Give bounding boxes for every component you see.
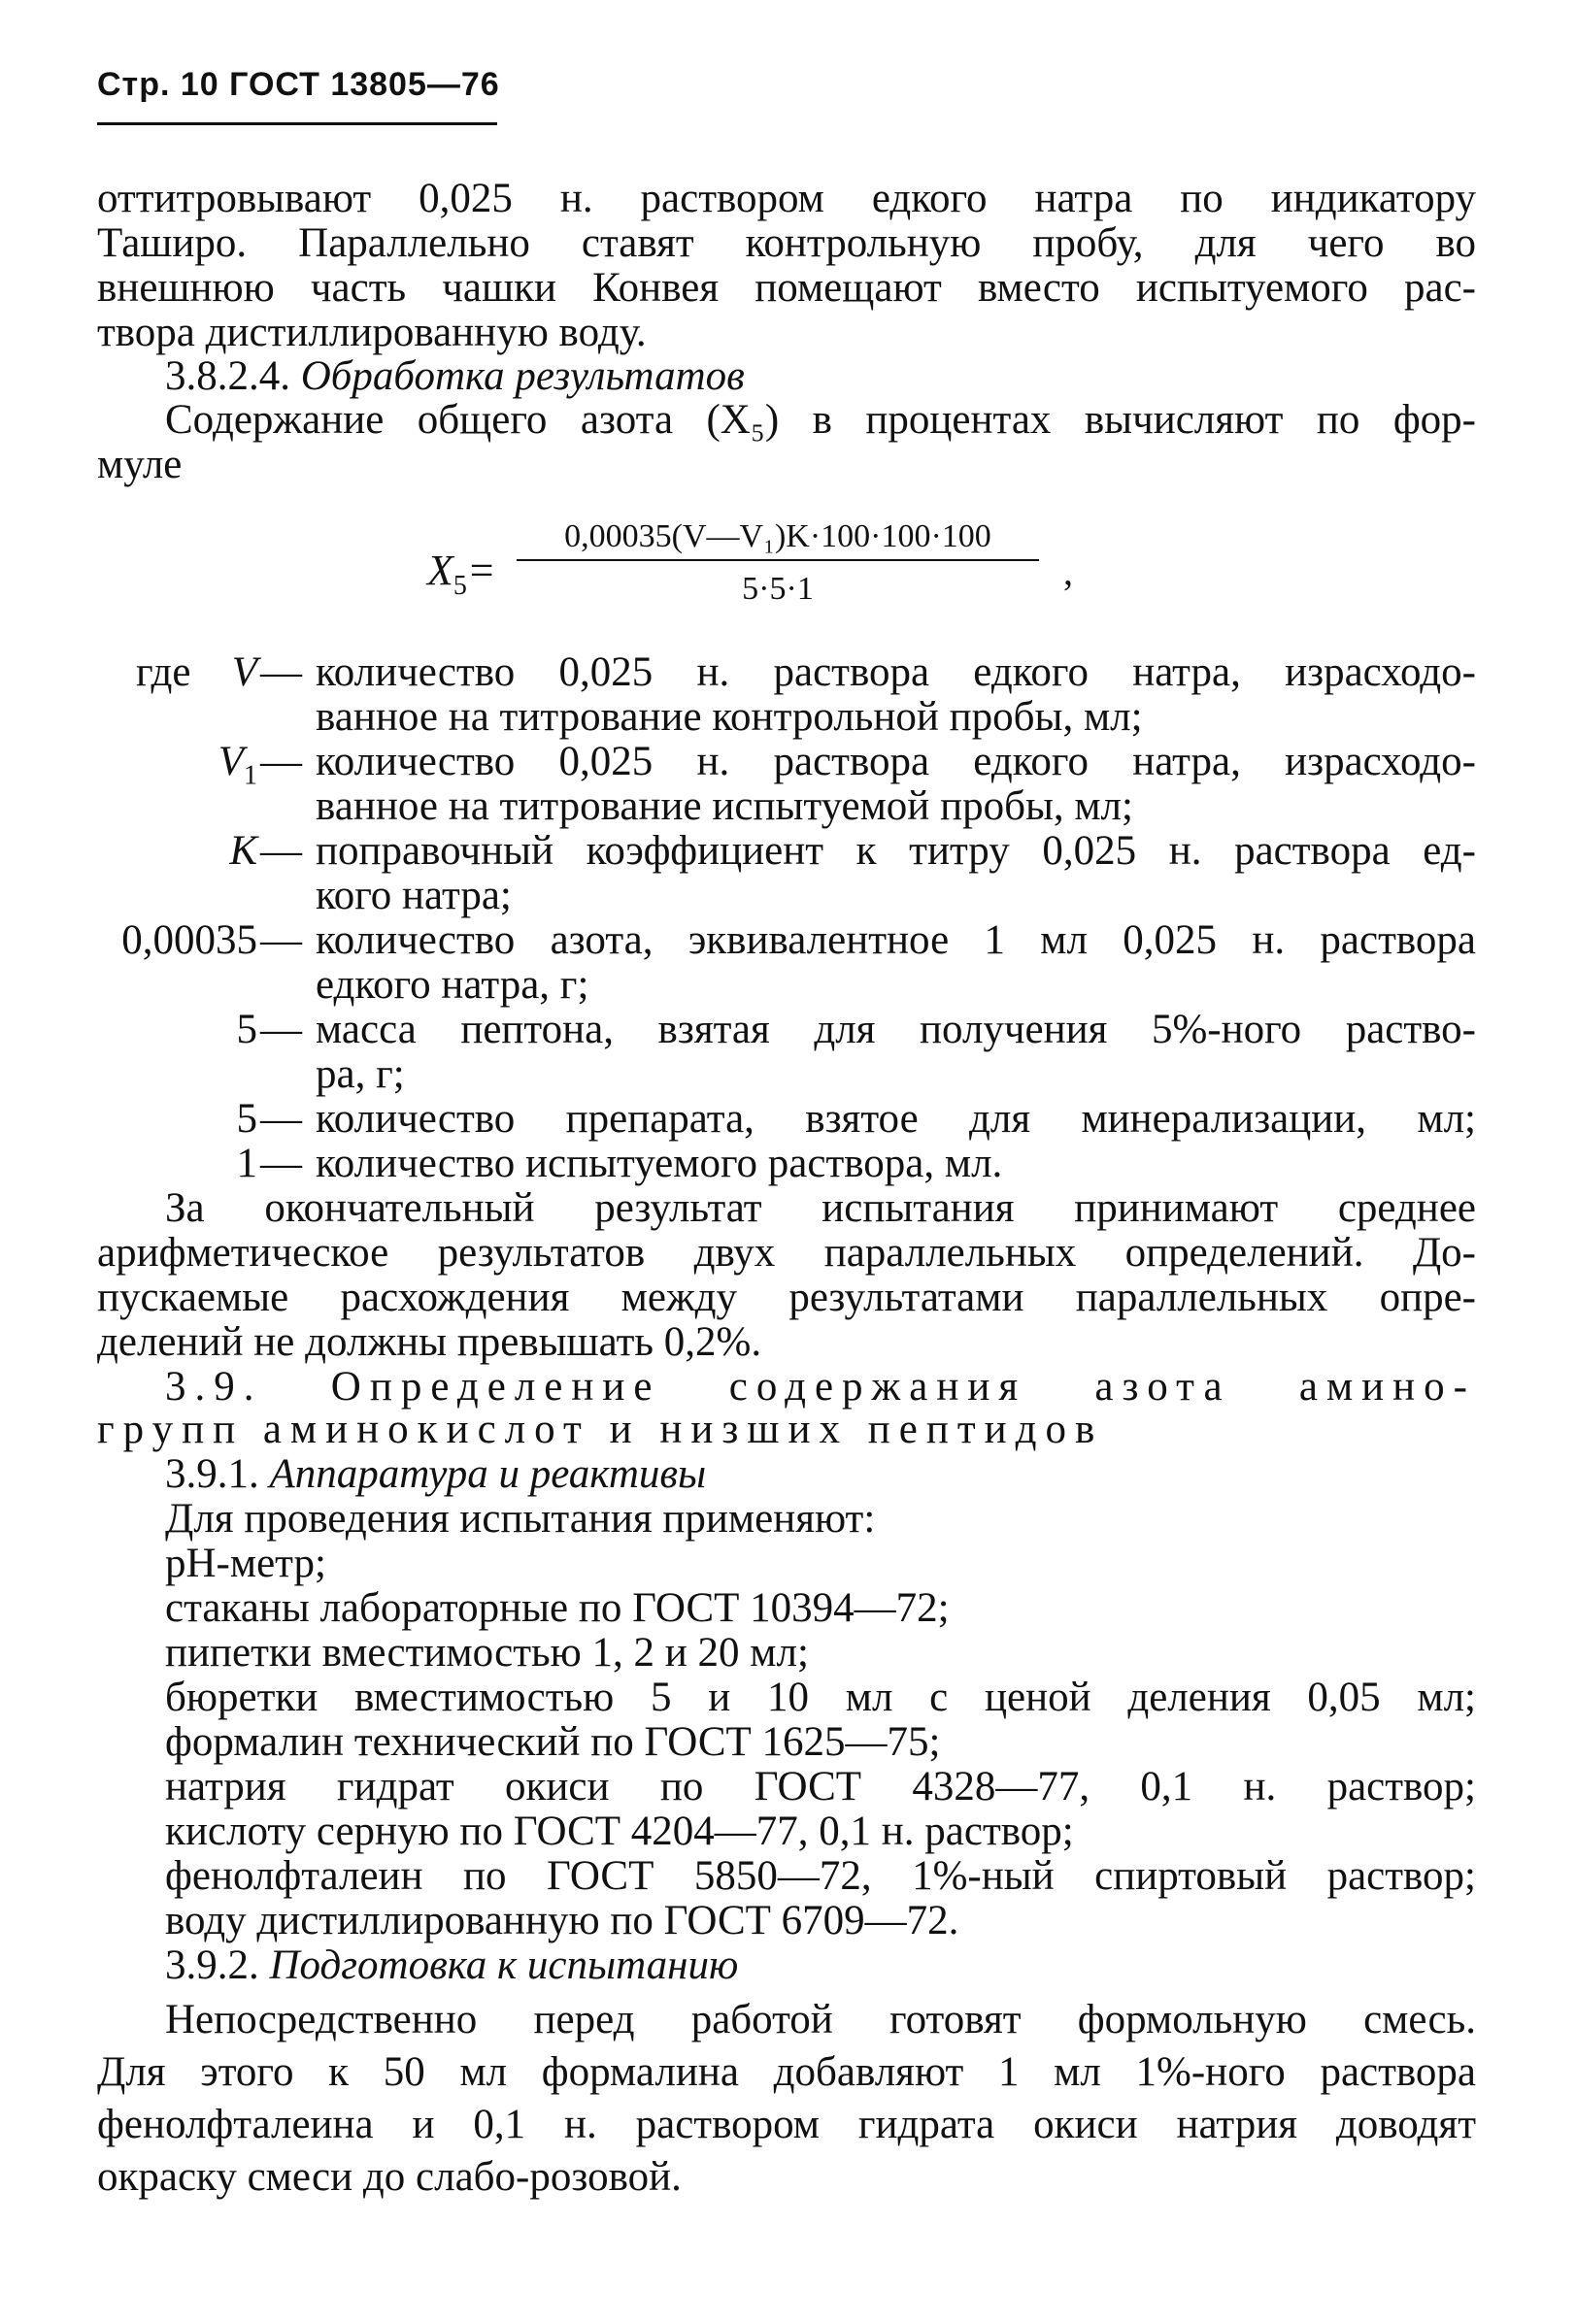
result-line: пускаемые расхождения между результатами параллельных опре-: [97, 1275, 1476, 1320]
definition-text: поправочный коэффициент к титру 0,025 н. раствора ед-: [316, 828, 1476, 874]
formula-lhs: $X_5=$: [427, 547, 496, 601]
apparatus-intro: Для проведения испытания применяют:: [165, 1496, 876, 1542]
definition-dash: —: [260, 1007, 302, 1052]
intro-line: внешнюю часть чашки Конвея помещают вместо испытуемого рас-: [97, 265, 1476, 311]
definition-symbol: 0,00035: [121, 917, 257, 963]
intro-line: твора дистиллированную воду.: [97, 310, 647, 355]
intro-line: Таширо. Параллельно ставят контрольную пробу, для чего во: [97, 220, 1476, 266]
intro-line: оттитровывают 0,025 н. раствором едкого натра по индикатору: [97, 176, 1476, 221]
prep-line: Для этого к 50 мл формалина добавляют 1 мл 1%-ного раствора: [97, 2049, 1476, 2095]
result-line: арифметическое результатов двух параллельных определений. До-: [97, 1230, 1476, 1276]
definition-text: количество препарата, взятое для минерализации, мл;: [316, 1096, 1476, 1142]
apparatus-item: фенолфталеин по ГОСТ 5850—72, 1%-ный спиртовый раствор;: [165, 1853, 1476, 1899]
header-rule: [97, 122, 497, 125]
definition-symbol: 5: [236, 1096, 257, 1142]
definition-text: количество испытуемого раствора, мл.: [316, 1141, 1003, 1186]
section-heading-39: 3.9. Определение содержания азота амино-: [165, 1364, 1476, 1410]
definition-text: количество 0,025 н. раствора едкого натра, израсходо-: [316, 649, 1476, 695]
definition-symbol: K: [229, 828, 257, 874]
result-line: делений не должны превышать 0,2%.: [97, 1319, 762, 1365]
definition-dash: —: [260, 917, 302, 963]
apparatus-item: рН-метр;: [165, 1541, 326, 1586]
definition-text: ванное на титрование испытуемой пробы, мл;: [316, 783, 1133, 829]
apparatus-item: натрия гидрат окиси по ГОСТ 4328—77, 0,1 н. раствор;: [165, 1764, 1476, 1809]
apparatus-item: пипетки вместимостью 1, 2 и 20 мл;: [165, 1630, 809, 1676]
definition-dash: —: [260, 649, 302, 695]
apparatus-item: стаканы лабораторные по ГОСТ 10394—72;: [165, 1585, 950, 1631]
definition-text: масса пептона, взятая для получения 5%-ного раство-: [316, 1007, 1476, 1052]
apparatus-item: формалин технический по ГОСТ 1625—75;: [165, 1719, 941, 1765]
content-line: муле: [97, 442, 183, 487]
section-title: Обработка результатов: [300, 353, 745, 399]
definition-dash: —: [260, 828, 302, 874]
section-number: 3.9.2.: [165, 1942, 259, 1988]
definition-symbol: 1: [236, 1141, 257, 1186]
formula: [427, 515, 1107, 621]
section-title: Аппаратура и реактивы: [269, 1451, 707, 1497]
where-word: где: [136, 649, 191, 695]
section-title: Подготовка к испытанию: [269, 1942, 739, 1988]
formula-comma: ,: [1063, 549, 1073, 593]
apparatus-item: кислоту серную по ГОСТ 4204—77, 0,1 н. раствор;: [165, 1809, 1074, 1854]
definition-text: ра, г;: [316, 1051, 405, 1097]
apparatus-item: бюретки вместимостью 5 и 10 мл с ценой деления 0,05 мл;: [165, 1675, 1476, 1720]
prep-line: Непосредственно перед работой готовят формольную смесь.: [165, 1997, 1476, 2042]
definition-dash: —: [260, 1096, 302, 1142]
definition-text: количество азота, эквивалентное 1 мл 0,025 н. раствора: [316, 917, 1476, 963]
section-heading-391: [165, 1452, 706, 1497]
apparatus-item: воду дистиллированную по ГОСТ 6709—72.: [165, 1898, 959, 1943]
definition-dash: —: [260, 739, 302, 784]
definition-symbol: 5: [236, 1007, 257, 1052]
definition-symbol: V: [231, 649, 257, 695]
formula-equals: =: [466, 547, 496, 594]
content-line: Содержание общего азота (X₅) в процентах вычисляют по фор-: [165, 397, 1476, 443]
formula-numerator: 0,00035(V—V₁)K·100·100·100: [564, 518, 991, 554]
formula-denominator: 5·5·1: [742, 571, 814, 607]
definition-symbol: $V_1$: [218, 739, 257, 791]
section-heading-39-cont: групп аминокислот и низших пептидов: [97, 1407, 1104, 1452]
section-heading-3824: [165, 354, 745, 399]
section-heading-392: [165, 1943, 738, 1988]
definition-text: едкого натра, г;: [316, 962, 589, 1008]
page-header: Стр. 10 ГОСТ 13805—76: [97, 66, 500, 103]
prep-line: фенолфталеина и 0,1 н. раствором гидрата окиси натрия доводят: [97, 2102, 1476, 2147]
result-line: За окончательный результат испытания принимают среднее: [165, 1185, 1476, 1231]
fraction-bar: [517, 559, 1039, 561]
definition-text: кого натра;: [316, 873, 512, 918]
section-number: 3.9.1.: [165, 1451, 259, 1497]
definition-text: ванное на титрование контрольной пробы, мл;: [316, 694, 1143, 740]
section-number: 3.8.2.4.: [165, 353, 290, 399]
definition-text: количество 0,025 н. раствора едкого натра, израсходо-: [316, 739, 1476, 784]
definition-dash: —: [260, 1141, 302, 1186]
prep-line: окраску смеси до слабо-розовой.: [97, 2154, 682, 2200]
